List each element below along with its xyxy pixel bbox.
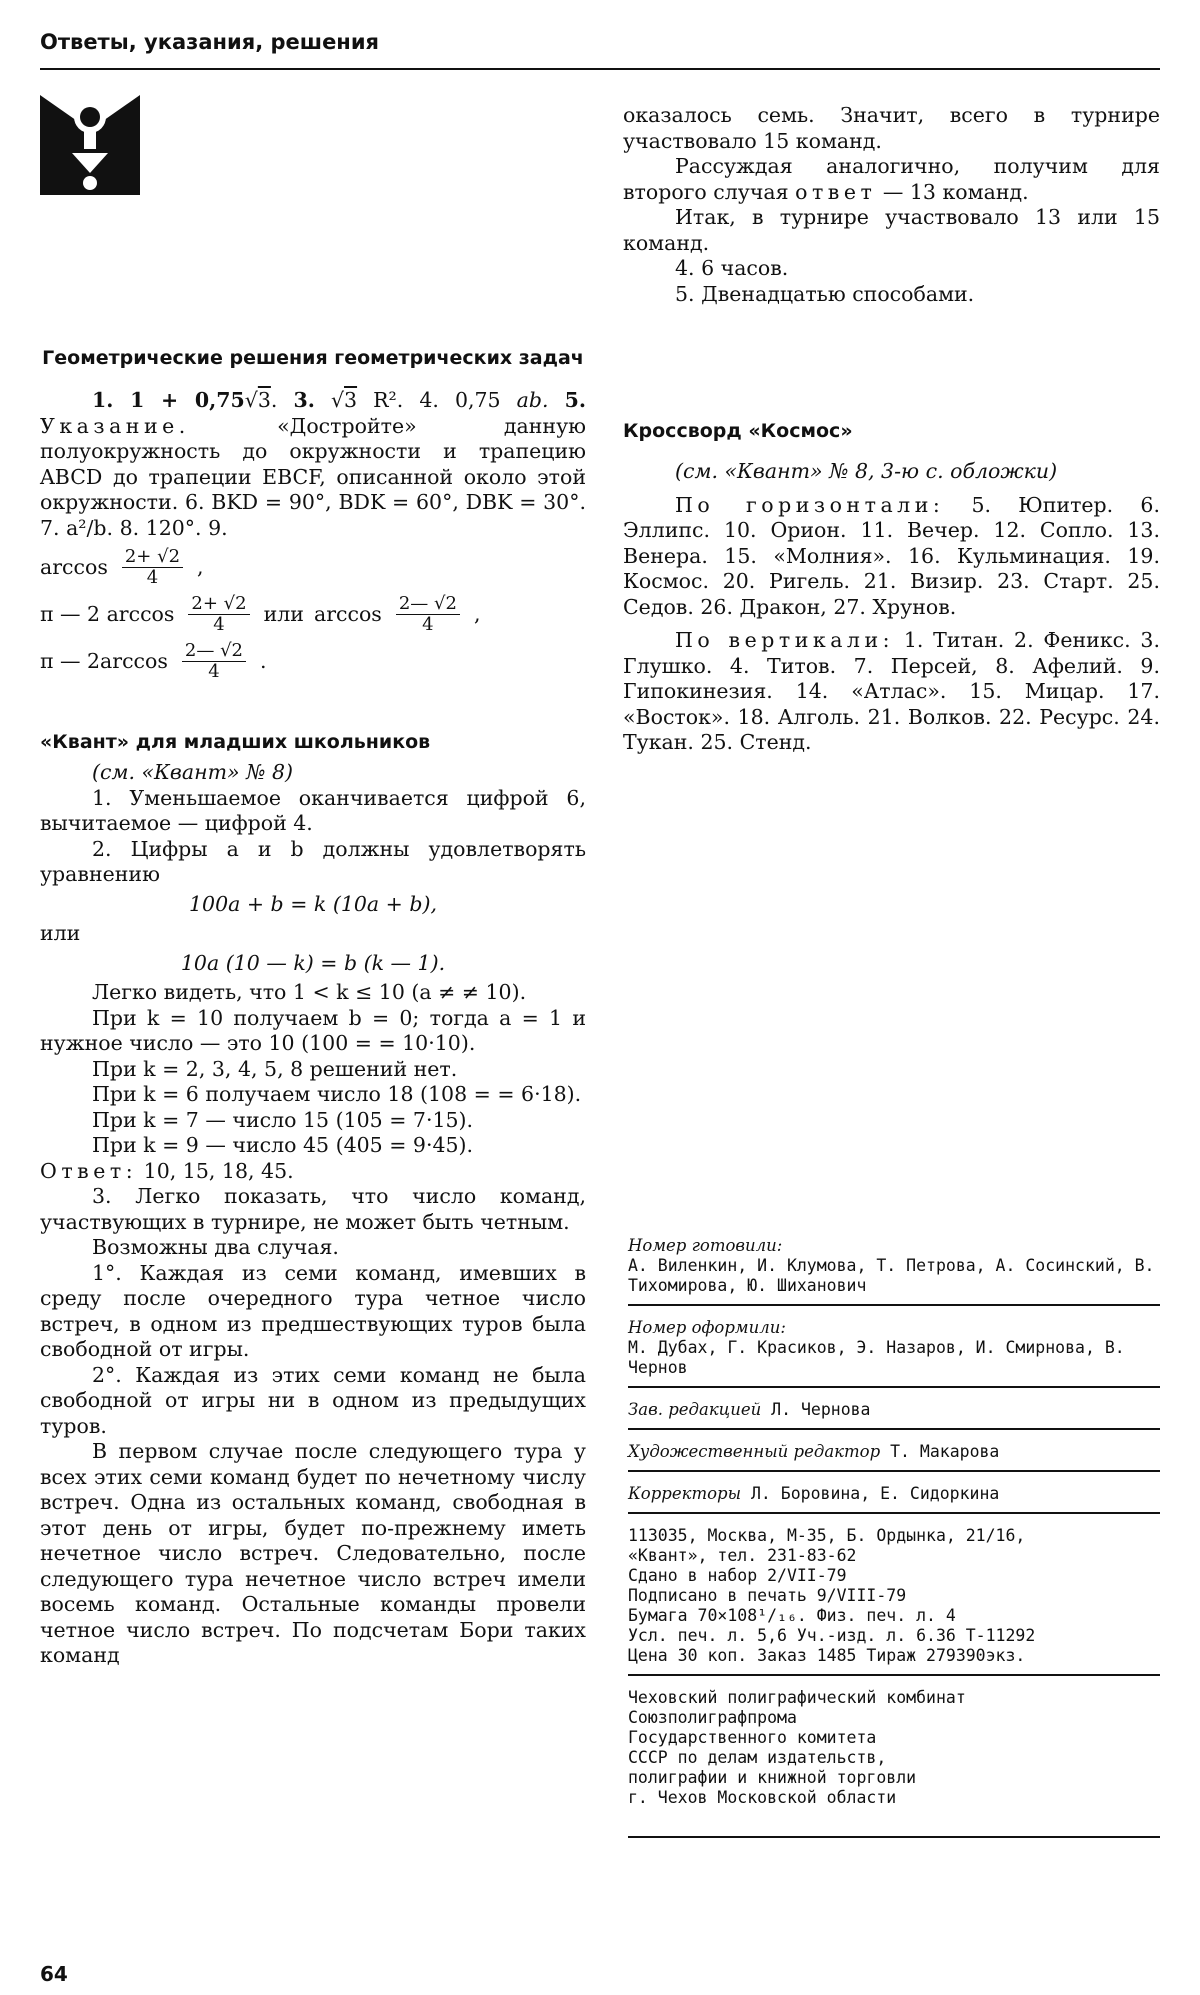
- kvant-answer: Ответ: 10, 15, 18, 45.: [40, 1158, 294, 1183]
- tournament-conclusion: Итак, в турнире участвовало 13 или 15 команд.: [623, 205, 1160, 255]
- kvant-para-11: 1°. Каждая из семи команд, имевших в среду после очередного тура четное число встреч, в одном из предшествующих туров была свободной от игры.: [40, 1260, 586, 1361]
- credits-art-editor: Художественный редактор Т. Макарова: [628, 1438, 1160, 1472]
- kvant-title: «Квант» для младших школьников: [40, 731, 431, 753]
- geometry-title: Геометрические решения геометрических задач: [42, 347, 584, 369]
- kvant-para-13: В первом случае после следующего тура у всех этих семи команд будет по нечетному числу встреч. Одна из остальных команд, свободная в этот день от игры, будет по-прежнему иметь нечетное число встреч. Следовательно, после следующего тура нечетное число встреч имели восемь команд. Остальные команды провели четное число встреч. По подсчетам Бори таких команд: [40, 1439, 586, 1667]
- equation-1: 100a + b = k (10a + b),: [189, 891, 437, 916]
- right-column: [623, 103, 1160, 756]
- or-word: или: [40, 921, 81, 945]
- kvant-para-1: 1. Уменьшаемое оканчивается цифрой 6, вычитаемое — цифрой 4.: [40, 785, 586, 835]
- publication-info: 113035, Москва, М-35, Б. Ордынка, 21/16, «Квант», тел. 231-83-62 Сдано в набор 2/VII-79 Подписано в печать 9/VIII-79 Бумага 70×108¹/₁₆. Физ. печ. л. 4 Усл. печ. л. 5,6 Уч.-изд. л. 6.36 Т-11292 Цена 30 коп. Заказ 1485 Тираж 279390экз.: [628, 1522, 1160, 1676]
- crossword-title: Кроссворд «Космос»: [623, 420, 853, 442]
- crossword-horizontal: По горизонтали: 5. Юпитер. 6. Эллипс. 10. Орион. 11. Вечер. 12. Сопло. 13. Венера. 15. «Молния». 16. Кульминация. 19. Космос. 20. Ригель. 21. Визир. 23. Старт. 25. Седов. 26. Дракон, 27. Хрунов.: [623, 492, 1160, 619]
- credits-proofreaders: Корректоры Л. Боровина, Е. Сидоркина: [628, 1480, 1160, 1514]
- formula-line-1: arccos $\frac{2+ √2}{4}$ ,: [40, 546, 204, 588]
- credits-prepared: Номер готовили: А. Виленкин, И. Клумова, Т. Петрова, А. Сосинский, В. Тихомирова, Ю. Шиханович: [628, 1232, 1160, 1306]
- kvant-para-8: При k = 9 — число 45 (405 = 9·45).: [92, 1133, 474, 1157]
- header-rule: [40, 68, 1160, 70]
- kvant-para-2: 2. Цифры a и b должны удовлетворять уравнению: [40, 836, 586, 886]
- geometry-answers: 1. 1 + 0,75√3. 3. √3 R². 4. 0,75 ab. 5. Указание. «Достройте» данную полуокружность до окружности и трапецию ABCD до трапеции EBCF, описанной около этой окружности. 6. BKD = 90°, BDK = 60°, DBK = 30°. 7. a²/b. 8. 120°. 9.: [40, 388, 586, 540]
- kvant-para-5: При k = 2, 3, 4, 5, 8 решений нет.: [92, 1056, 458, 1081]
- formula-line-3: π — 2arccos $\frac{2— √2}{4}$ .: [40, 640, 267, 682]
- printer-info: Чеховский полиграфический комбинат Союзполиграфпрома Государственного комитета СССР по делам издательств, полиграфии и книжной торговли г. Чехов Московской области: [628, 1684, 1160, 1838]
- credits-editor: Зав. редакцией Л. Чернова: [628, 1396, 1160, 1430]
- kvant-para-6: При k = 6 получаем число 18 (108 = = 6·18).: [92, 1082, 582, 1106]
- equation-2: 10a (10 — k) = b (k — 1).: [180, 950, 446, 975]
- crossword-vertical: По вертикали: 1. Титан. 2. Феникс. 3. Глушко. 4. Титов. 7. Персей, 8. Афелий. 9. Гипокинезия. 14. «Атлас». 15. Мицар. 17. «Восток». 18. Алголь. 21. Волков. 22. Ресурс. 24. Тукан. 25. Стенд.: [623, 628, 1160, 754]
- kvant-para-4: При k = 10 получаем b = 0; тогда a = 1 и нужное число — это 10 (100 = = 10·10).: [40, 1005, 586, 1055]
- tournament-second-case: Рассуждая аналогично, получим для второго случая ответ — 13 команд.: [623, 154, 1160, 204]
- credits-block: [628, 1232, 1160, 1846]
- answer-4: 4. 6 часов.: [675, 256, 789, 280]
- sqrt3: √3: [244, 388, 271, 412]
- kvant-para-3: Легко видеть, что 1 < k ≤ 10 (a ≠ ≠ 10).: [92, 980, 527, 1004]
- page-header: Ответы, указания, решения: [40, 30, 380, 54]
- answer-5: 5. Двенадцатью способами.: [675, 281, 975, 306]
- kvant-source: (см. «Квант» № 8): [92, 760, 294, 784]
- crossword-source: (см. «Квант» № 8, 3-ю с. обложки): [675, 459, 1058, 483]
- page-number: 64: [40, 1962, 68, 1986]
- kvant-para-10: Возможны два случая.: [92, 1235, 339, 1259]
- kvant-para-7: При k = 7 — число 15 (105 = 7·15).: [92, 1107, 474, 1132]
- credits-designed: Номер оформили: М. Дубах, Г. Красиков, Э. Назаров, И. Смирнова, В. Чернов: [628, 1314, 1160, 1388]
- question-mark-logo-icon: [40, 95, 140, 195]
- kvant-para-9: 3. Легко показать, что число команд, участвующих в турнире, не может быть четным.: [40, 1184, 586, 1234]
- tournament-continuation: оказалось семь. Значит, всего в турнире участвовало 15 команд.: [623, 103, 1160, 153]
- kvant-para-12: 2°. Каждая из этих семи команд не была свободной от игры ни в одном из предыдущих туров.: [40, 1362, 586, 1438]
- left-column: [40, 346, 586, 1669]
- formula-line-2: π — 2 arccos $\frac{2+ √2}{4}$ или arccos $\frac{2— √2}{4}$ ,: [40, 593, 481, 635]
